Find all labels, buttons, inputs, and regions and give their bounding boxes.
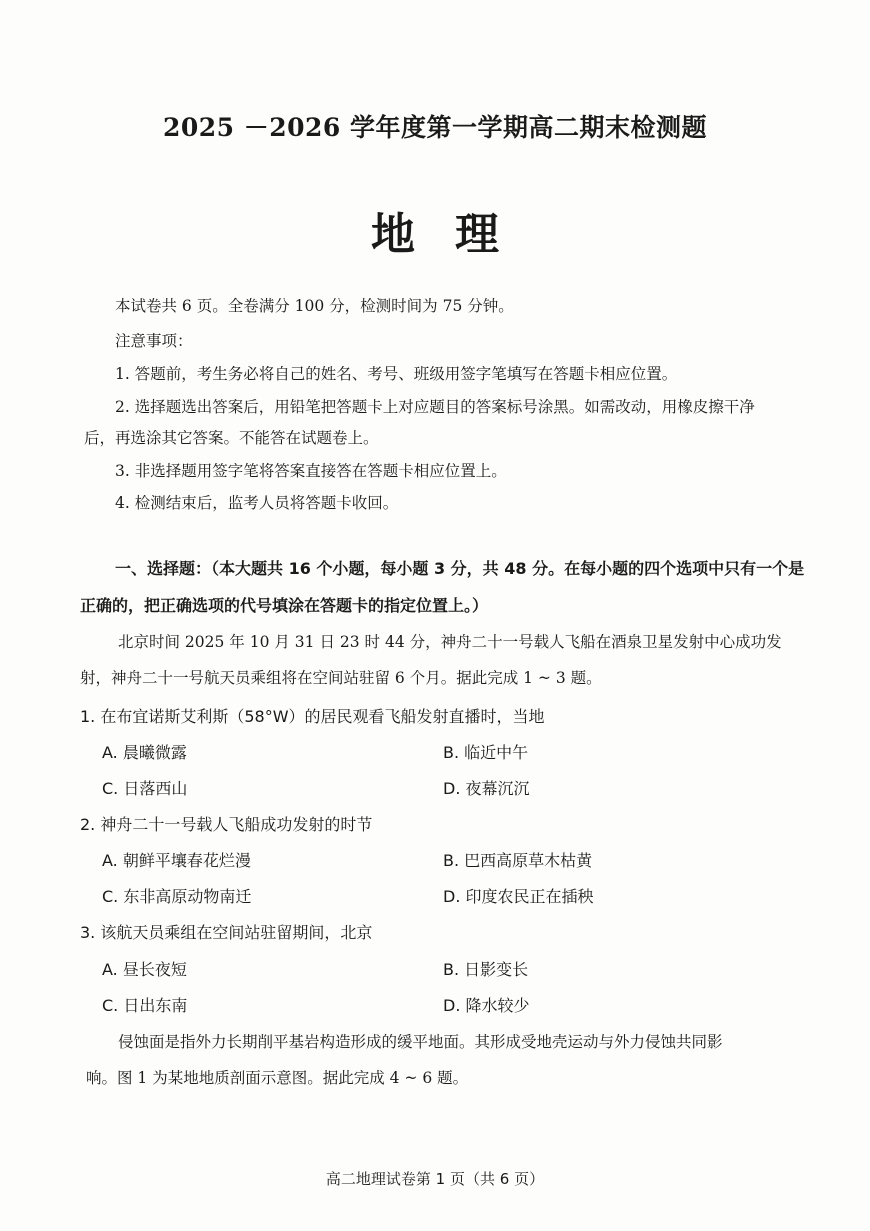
- question-3-option-c: C. 日出东南: [102, 996, 188, 1015]
- question-1-option-a: A. 晨曦微露: [102, 743, 187, 762]
- subject-title: 地理: [371, 209, 539, 260]
- notes-heading: 注意事项：: [115, 332, 193, 350]
- page-footer: 高二地理试卷第 1 页（共 6 页）: [325, 1170, 545, 1188]
- passage-1-line1: 北京时间 2025 年 10 月 31 日 23 时 44 分，神舟二十一号载人飞船在酒泉卫星发射中心成功发: [118, 633, 782, 651]
- note-3: 3. 非选择题用签字笔将答案直接答在答题卡相应位置上。: [115, 462, 507, 480]
- passage-1-line2: 射，神舟二十一号航天员乘组将在空间站驻留 6 个月。据此完成 1 ~ 3 题。: [80, 669, 602, 687]
- passage-2-line2: 响。图 1 为某地地质剖面示意图。据此完成 4 ~ 6 题。: [86, 1069, 469, 1087]
- question-1-option-c: C. 日落西山: [102, 779, 188, 798]
- passage-2-line1: 侵蚀面是指外力长期削平基岩构造形成的缓平地面。其形成受地壳运动与外力侵蚀共同影: [118, 1033, 723, 1051]
- exam-summary: 本试卷共 6 页。全卷满分 100 分，检测时间为 75 分钟。: [115, 297, 514, 315]
- note-2-line2: 后，再选涂其它答案。不能答在试题卷上。: [84, 429, 379, 447]
- question-1-stem: 1. 在布宜诺斯艾利斯（58°W）的居民观看飞船发射直播时，当地: [80, 707, 545, 726]
- question-3-option-d: D. 降水较少: [443, 996, 530, 1015]
- exam-title: 2025 －2026 学年度第一学期高二期末检测题: [162, 113, 708, 142]
- note-2-line1: 2. 选择题选出答案后，用铅笔把答题卡上对应题目的答案标号涂黑。如需改动，用橡皮擦干净: [115, 398, 755, 416]
- question-1-option-d: D. 夜幕沉沉: [443, 779, 530, 798]
- question-2-option-a: A. 朝鲜平壤春花烂漫: [102, 851, 251, 870]
- section-heading-line2: 正确的，把正确选项的代号填涂在答题卡的指定位置上。）: [80, 596, 489, 615]
- question-2-option-c: C. 东非高原动物南迁: [102, 887, 252, 906]
- question-3-stem: 3. 该航天员乘组在空间站驻留期间，北京: [80, 923, 373, 942]
- question-2-stem: 2. 神舟二十一号载人飞船成功发射的时节: [80, 815, 373, 834]
- question-1-option-b: B. 临近中午: [443, 743, 529, 762]
- question-2-option-d: D. 印度农民正在插秧: [443, 887, 594, 906]
- section-heading-line1: 一、选择题：（本大题共 16 个小题，每小题 3 分，共 48 分。在每小题的四个选项中只有一个是: [115, 559, 805, 578]
- note-4: 4. 检测结束后，监考人员将答题卡收回。: [115, 494, 399, 512]
- question-2-option-b: B. 巴西高原草木枯黄: [443, 851, 593, 870]
- question-3-option-b: B. 日影变长: [443, 960, 529, 979]
- question-3-option-a: A. 昼长夜短: [102, 960, 187, 979]
- note-1: 1. 答题前，考生务必将自己的姓名、考号、班级用签字笔填写在答题卡相应位置。: [115, 365, 678, 383]
